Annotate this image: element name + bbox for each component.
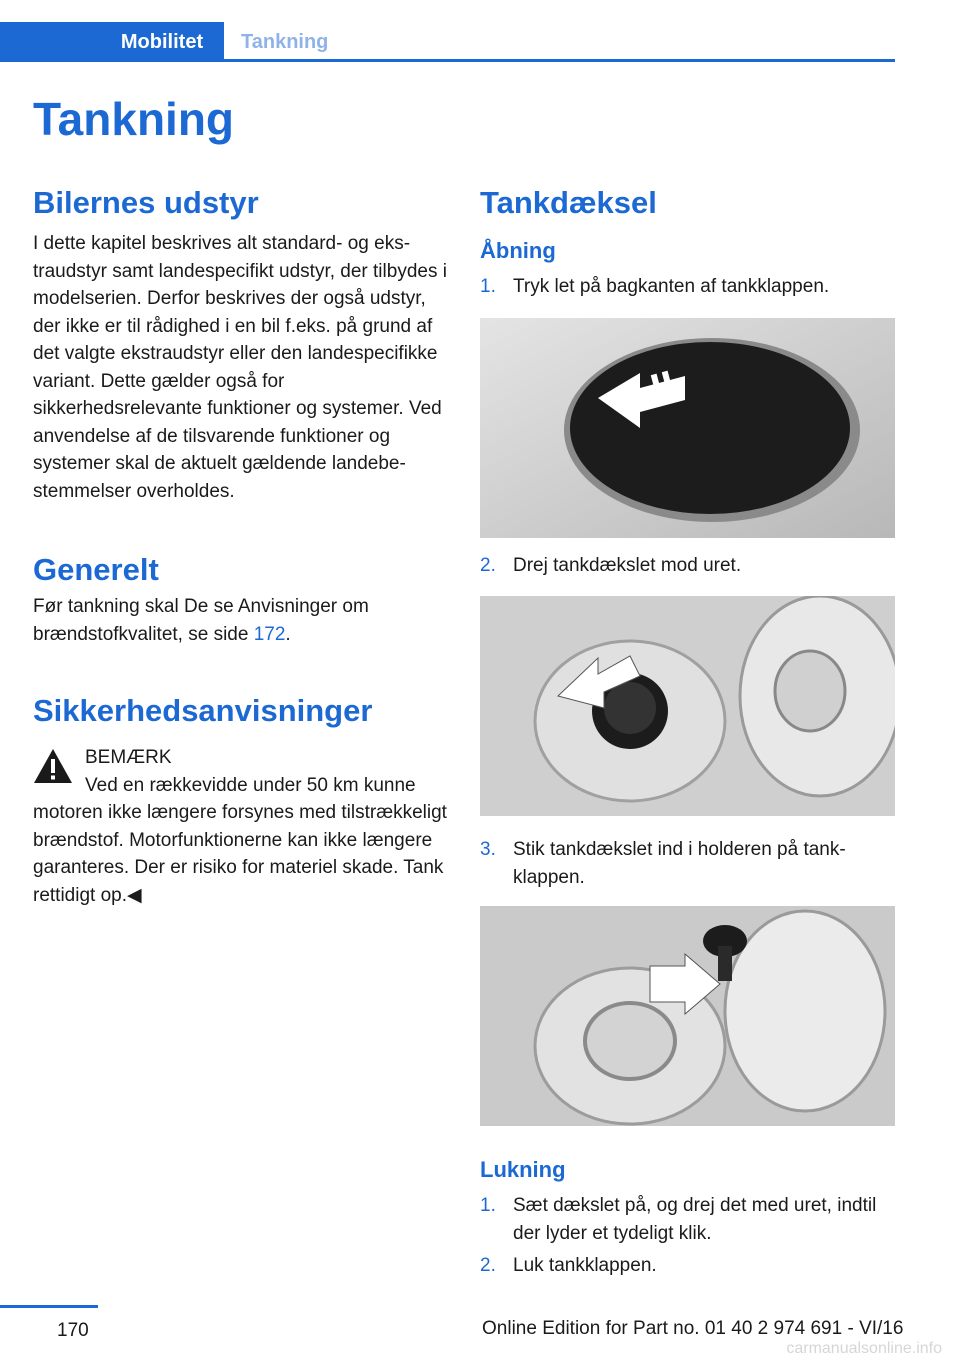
- fuel-flap-photo: [480, 318, 895, 538]
- general-text-pre: Før tankning skal De se Anvisninger om brændstofkvalitet, se side: [33, 596, 369, 645]
- list-item: [480, 1192, 895, 1247]
- step-number: 3.: [480, 839, 496, 860]
- cap-turn-photo: [480, 596, 895, 816]
- header-underline: [224, 59, 895, 62]
- list-item: [480, 1252, 895, 1280]
- page-number: 170: [57, 1320, 89, 1341]
- opening-steps-2: [480, 552, 895, 580]
- tab-tankning[interactable]: Tankning: [241, 31, 329, 53]
- step-number: 1.: [480, 1195, 496, 1216]
- header-bar: [0, 0, 895, 62]
- page-title: Tankning: [33, 93, 235, 145]
- closing-steps: [480, 1192, 895, 1280]
- section-title-fuel-cap: Tankdæksel: [480, 185, 657, 220]
- step-text: Luk tankklappen.: [513, 1255, 657, 1276]
- step-number: 2.: [480, 1255, 496, 1276]
- warning-block: [33, 744, 448, 909]
- footer-line: [0, 1305, 98, 1308]
- page-link[interactable]: 172: [253, 623, 286, 645]
- step-number: 1.: [480, 276, 496, 297]
- section-title-equipment: Bilernes udstyr: [33, 185, 259, 220]
- equipment-text: I dette kapitel beskrives alt standard- og ekstraudstyr samt landespecifikt udstyr, der tilbydes i modelserien. Derfor beskrives der også udstyr, der ikke er til rådighed i en bil f.eks. på grund af det valgte ekstraudstyr eller den landespecifikke variant. Dette gælder også for sikkerhedsrelevante funktioner og systemer. Ved anvendelse af de tilsvarende funktioner og systemer skal de aktuelt gældende landebestemmelser overholdes.: [33, 233, 447, 502]
- left-column: [33, 184, 448, 909]
- list-item: [480, 836, 895, 891]
- list-item: [480, 552, 895, 580]
- list-item: [480, 273, 895, 301]
- opening-steps-3: [480, 836, 895, 891]
- warning-heading: BEMÆRK: [85, 747, 172, 768]
- general-text: [33, 593, 448, 648]
- opening-steps: [480, 273, 895, 301]
- step-text: Tryk let på bagkanten af tankklappen.: [513, 276, 830, 297]
- general-text-post: .: [285, 623, 291, 645]
- subsection-title-opening: Åbning: [480, 238, 556, 263]
- warning-text: Ved en rækkevidde under 50 km kunne motoren ikke længere forsynes med tilstrækkeligt brændstof. Motorfunktionerne kan ikke længere garanteres. Der er risiko for materiel skade. Tank rettidigt op.◀: [33, 774, 447, 906]
- step-text: Sæt dækslet på, og drej det med uret, indtil der lyder et tydeligt klik.: [513, 1195, 877, 1244]
- step-number: 2.: [480, 554, 496, 576]
- step-text: Drej tankdækslet mod uret.: [513, 554, 742, 576]
- header-accent: [0, 22, 100, 62]
- section-title-general: Generelt: [33, 552, 159, 587]
- watermark: carmanualsonline.info: [786, 1340, 942, 1357]
- warning-icon: [33, 748, 73, 784]
- subsection-title-closing: Lukning: [480, 1157, 566, 1182]
- edition-text: Online Edition for Part no. 01 40 2 974 691 - VI/16: [482, 1318, 904, 1339]
- tab-mobilitet[interactable]: Mobilitet: [100, 22, 224, 62]
- cap-holder-photo: [480, 906, 895, 1126]
- step-text: Stik tankdækslet ind i holderen på tankklappen.: [513, 839, 846, 888]
- section-title-safety: Sikkerhedsanvisninger: [33, 693, 373, 728]
- right-column: [480, 184, 895, 1280]
